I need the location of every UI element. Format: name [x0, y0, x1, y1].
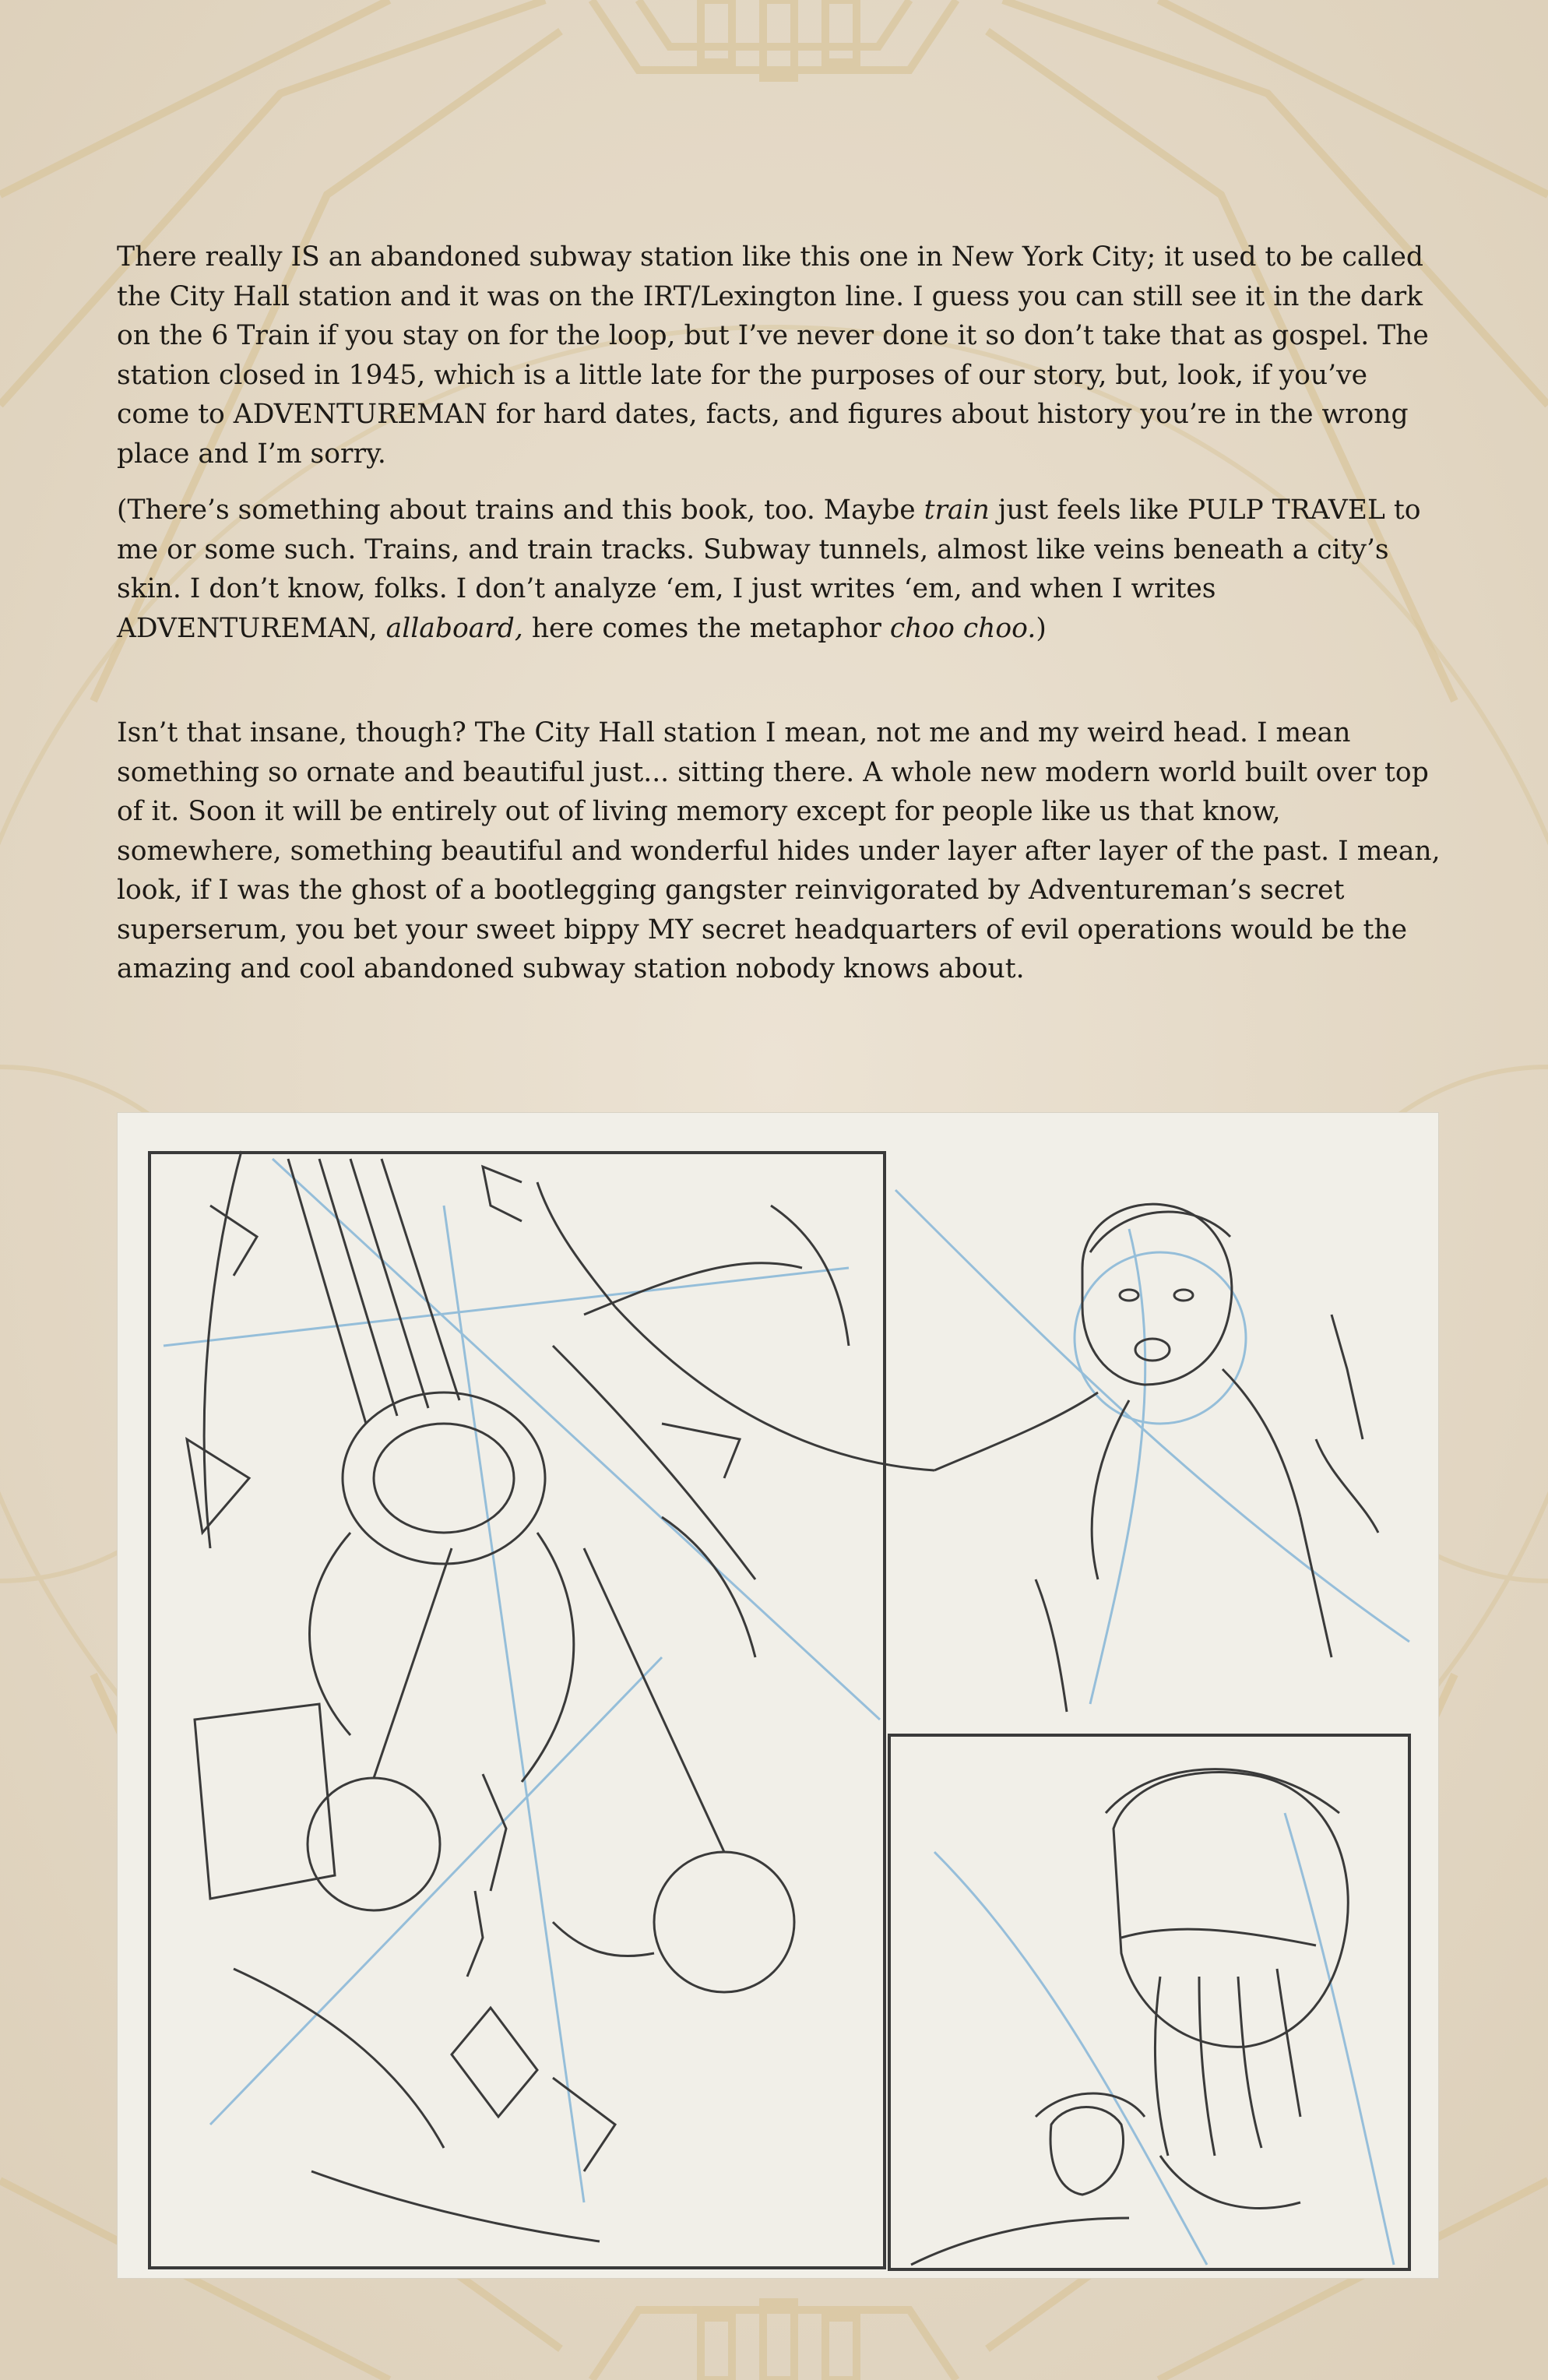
paragraph-2-part-a: (There’s something about trains and this book, too. Maybe [117, 495, 924, 526]
article-text [117, 238, 1441, 1006]
man-figure-sketch [911, 1769, 1348, 2265]
panel-bottom-right [889, 1735, 1409, 2269]
paragraph-2-part-g: ) [1036, 612, 1047, 644]
panel-left [150, 1153, 885, 2268]
woman-figure-sketch [483, 1167, 1378, 1712]
panel-borders [150, 1153, 1409, 2269]
paragraph-2 [117, 491, 1441, 648]
paragraph-2-italic-allaboard: allaboard, [385, 612, 523, 644]
paragraph-2-part-e: here comes the metaphor [522, 612, 890, 644]
paragraph-2-part-c: just feels like PULP TRAVEL to me or some such. Trains, and train tracks. Subway tunnels, almost like veins beneath a city’s skin. I don’t know, folks. I don’t analyze ‘em, I just writes ‘em, and when I writes ADVENTUREMAN, [117, 495, 1421, 644]
paragraph-2-italic-train: train [924, 495, 990, 526]
left-panel-sketch [187, 1151, 849, 2241]
paragraph-3: Isn’t that insane, though? The City Hall station I mean, not me and my weird head. I mean something so ornate and beautiful just... sitting there. A whole new modern world built over top of it. Soon it will be entirely out of living memory except for people like us that know, somewhere, something beautiful and wonderful hides under layer after layer of the past. I mean, look, if I was the ghost of a bootlegging gangster reinvigorated by Adventureman’s secret superserum, you bet your sweet bippy MY secret headquarters of evil operations would be the amazing and cool abandoned subway station nobody knows about. [117, 717, 1441, 984]
lamp-globe-right [654, 1852, 794, 1992]
sketch-drawing [117, 1112, 1439, 2279]
blueline-construction [164, 1159, 1409, 2265]
paragraph-1: There really IS an abandoned subway station like this one in New York City; it used to be called the City Hall station and it was on the IRT/Lexington line. I guess you can still see it in the dark on the 6 Train if you stay on for the loop, but I’ve never done it so don’t take that as gospel. The station closed in 1945, which is a little late for the purposes of our story, but, look, if you’ve come to ADVENTUREMAN for hard dates, facts, and figures about history you’re in the wrong place and I’m sorry. [117, 241, 1429, 470]
pencil-sketch-artwork [117, 1112, 1439, 2279]
paragraph-2-italic-choo-choo: choo choo. [889, 612, 1036, 644]
